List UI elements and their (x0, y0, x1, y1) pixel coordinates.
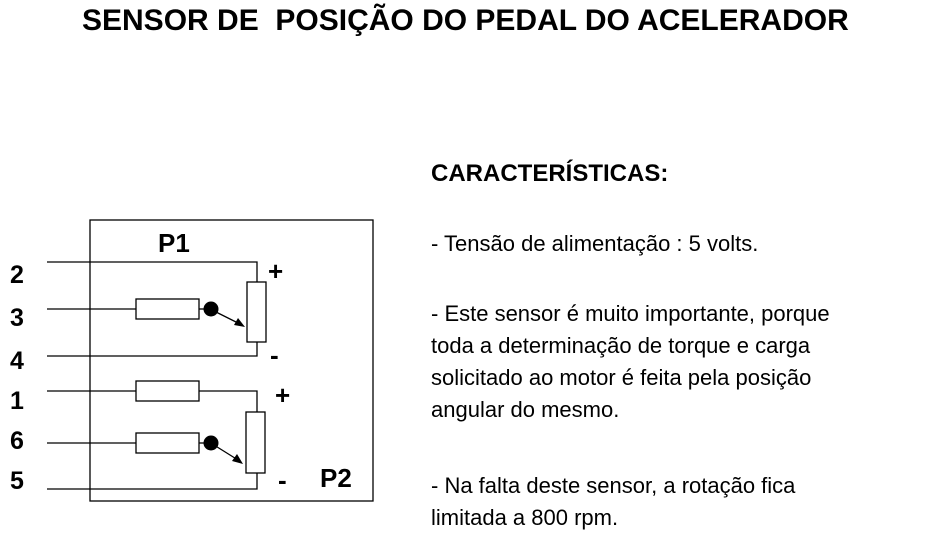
p2-minus-sign: - (278, 465, 287, 495)
p2-wiper-arrow (232, 454, 243, 464)
p2-label: P2 (320, 463, 352, 493)
p1-wiper-arrow (234, 318, 245, 327)
sensor-wiring-diagram (0, 0, 430, 548)
characteristic-item-failure (431, 470, 795, 534)
p2-signal-resistor (136, 433, 199, 453)
p1-minus-sign: - (270, 340, 279, 370)
characteristic-line: limitada a 800 rpm. (431, 505, 619, 530)
p2-plus-sign: + (275, 380, 291, 410)
p2-supply-resistor (136, 381, 199, 401)
p1-signal-resistor (136, 299, 199, 319)
characteristic-line: angular do mesmo. (431, 397, 620, 422)
pin-label-2: 2 (10, 261, 24, 289)
wire-pin-2 (47, 262, 257, 282)
page-title: SENSOR DE POSIÇÃO DO PEDAL DO ACELERADOR (82, 4, 849, 37)
pin-label-1: 1 (10, 387, 24, 415)
p2-wiper-contact (204, 436, 219, 451)
characteristics-heading: CARACTERÍSTICAS: (431, 160, 669, 187)
characteristic-line: - Este sensor é muito importante, porque (431, 301, 830, 326)
p1-wiper-contact (204, 302, 219, 317)
pin-label-6: 6 (10, 427, 24, 455)
p1-plus-sign: + (268, 256, 284, 286)
pin-label-4: 4 (10, 347, 24, 375)
characteristic-line: - Tensão de alimentação : 5 volts. (431, 231, 759, 256)
pin-label-3: 3 (10, 304, 24, 332)
p1-label: P1 (158, 228, 190, 258)
wire-pin-5 (47, 473, 257, 489)
characteristic-line: toda a determinação de torque e carga (431, 333, 811, 358)
pin-label-5: 5 (10, 467, 24, 495)
p1-circuit (47, 262, 266, 356)
p2-potentiometer (246, 412, 265, 473)
characteristic-line: - Na falta deste sensor, a rotação fica (431, 473, 796, 498)
characteristic-line: solicitado ao motor é feita pela posição (431, 365, 812, 390)
characteristic-item-importance (431, 298, 830, 426)
characteristic-item-voltage (431, 228, 758, 260)
wire-pin-4 (47, 342, 257, 356)
p1-potentiometer (247, 282, 266, 342)
p2-circuit (47, 381, 265, 489)
